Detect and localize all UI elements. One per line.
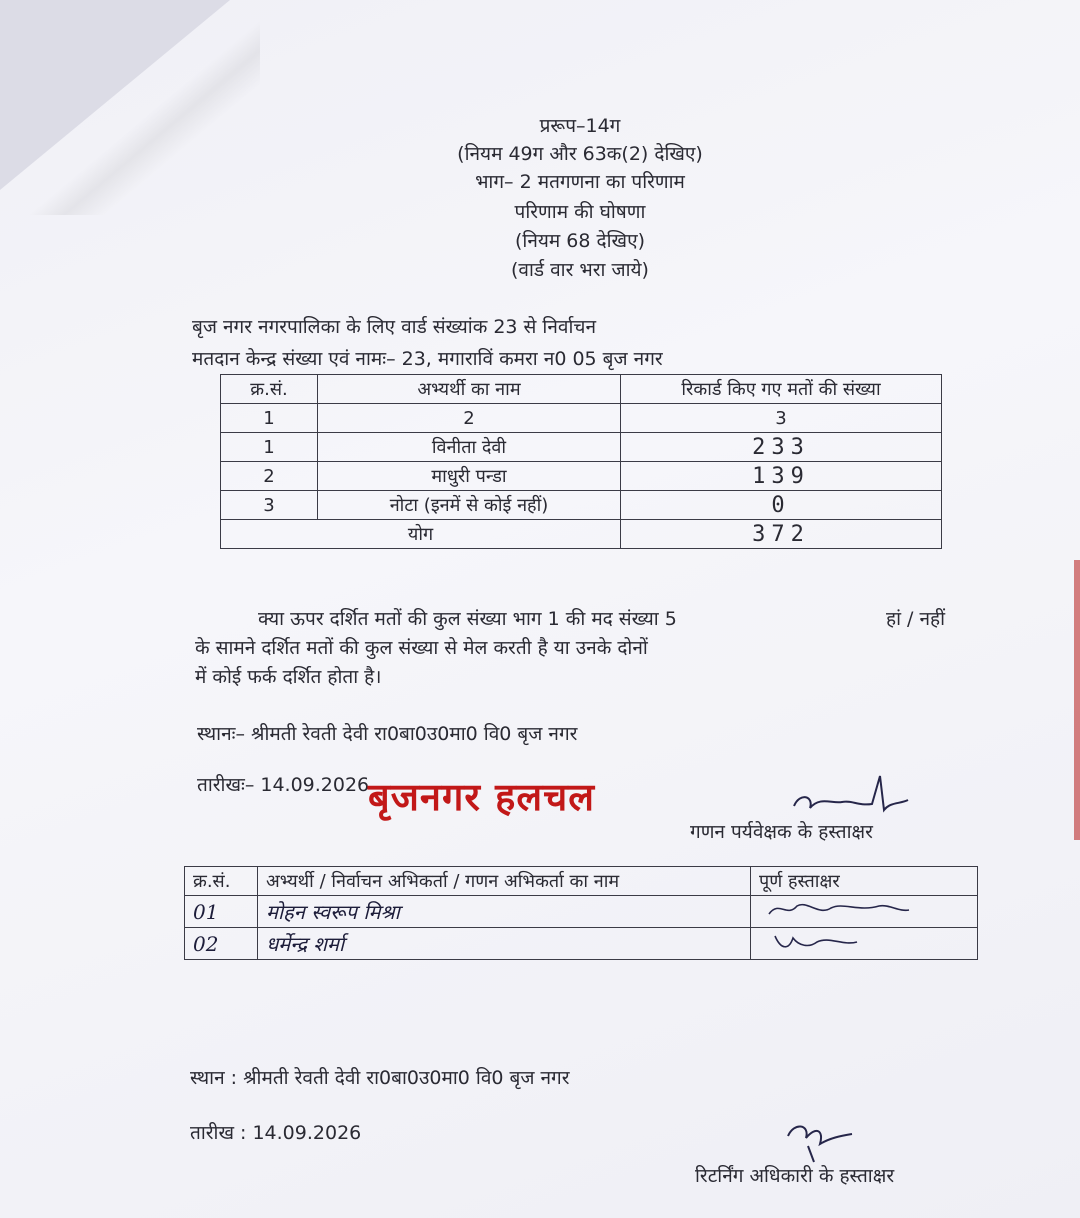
date-line-2: तारीख : 14.09.2026 — [190, 1122, 362, 1144]
row-sn: 1 — [221, 433, 318, 462]
vote-count: 139 — [621, 462, 942, 491]
question-line-1: क्या ऊपर दर्शित मतों की कुल संख्या भाग 1 की मद संख्या 5 — [258, 608, 677, 630]
election-line-1: बृज नगर नगरपालिका के लिए वार्ड संख्यांक 23 से निर्वाचन — [192, 316, 596, 338]
rule-reference: (नियम 49ग और 63क(2) देखिए) — [457, 143, 703, 165]
agents-header-sn: क्र.सं. — [185, 867, 258, 896]
row-sn: 3 — [221, 491, 318, 520]
agent-signature-cell — [751, 896, 978, 928]
vote-count: 233 — [621, 433, 942, 462]
results-table — [220, 374, 942, 549]
question-line-3: में कोई फर्क दर्शित होता है। — [195, 666, 382, 688]
header-candidate-name: अभ्यर्थी का नाम — [318, 375, 621, 404]
agents-header-name: अभ्यर्थी / निर्वाचन अभिकर्ता / गणन अभिकर्ता का नाम — [258, 867, 751, 896]
rule68-reference: (नियम 68 देखिए) — [515, 230, 645, 252]
watermark-stamp: बृजनगर हलचल — [368, 775, 595, 819]
agent-signature — [759, 928, 919, 954]
table-row — [185, 896, 978, 928]
table-row — [221, 462, 942, 491]
agent-name: मोहन स्वरूप मिश्रा — [258, 896, 751, 928]
header-votes: रिकार्ड किए गए मतों की संख्या — [621, 375, 942, 404]
agents-header-row — [185, 867, 978, 896]
agents-table — [184, 866, 978, 960]
index-cell: 3 — [621, 404, 942, 433]
ward-wise-note: (वार्ड वार भरा जाये) — [511, 259, 649, 281]
declaration-title: परिणाम की घोषणा — [514, 201, 646, 223]
results-index-row — [221, 404, 942, 433]
agent-name: धर्मेन्द्र शर्मा — [258, 928, 751, 960]
row-sn: 2 — [221, 462, 318, 491]
header-sn: क्र.सं. — [221, 375, 318, 404]
table-row — [221, 491, 942, 520]
agent-signature — [759, 896, 919, 922]
supervisor-sign-label: गणन पर्यवेक्षक के हस्ताक्षर — [690, 821, 873, 843]
yes-no-options: हां / नहीं — [886, 608, 946, 630]
total-votes: 372 — [621, 520, 942, 549]
candidate-name: नोटा (इनमें से कोई नहीं) — [318, 491, 621, 520]
agent-sn: 02 — [185, 928, 258, 960]
supervisor-signature — [780, 766, 920, 826]
agent-signature-cell — [751, 928, 978, 960]
candidate-name: माधुरी पन्डा — [318, 462, 621, 491]
total-row — [221, 520, 942, 549]
returning-officer-signature — [780, 1116, 860, 1166]
results-header-row — [221, 375, 942, 404]
form-number: प्ररूप–14ग — [539, 115, 621, 137]
question-line-2: के सामने दर्शित मतों की कुल संख्या से मेल करती है या उनके दोनों — [195, 637, 648, 659]
election-line-2: मतदान केन्द्र संख्या एवं नामः– 23, मगाराविं कमरा न0 05 बृज नगर — [192, 348, 663, 370]
red-edge-strip — [1074, 560, 1080, 840]
returning-officer-label: रिटर्निंग अधिकारी के हस्ताक्षर — [695, 1165, 895, 1187]
agents-header-signature: पूर्ण हस्ताक्षर — [751, 867, 978, 896]
table-row — [221, 433, 942, 462]
total-label: योग — [221, 520, 621, 549]
place-line-1: स्थानः– श्रीमती रेवती देवी रा0बा0उ0मा0 वि0 बृज नगर — [197, 723, 578, 745]
agent-sn: 01 — [185, 896, 258, 928]
table-row — [185, 928, 978, 960]
index-cell: 1 — [221, 404, 318, 433]
date-line-1: तारीखः– 14.09.2026 — [197, 774, 370, 796]
candidate-name: विनीता देवी — [318, 433, 621, 462]
place-line-2: स्थान : श्रीमती रेवती देवी रा0बा0उ0मा0 वि0 बृज नगर — [190, 1067, 570, 1089]
part-title: भाग– 2 मतगणना का परिणाम — [475, 171, 685, 193]
vote-count: 0 — [621, 491, 942, 520]
index-cell: 2 — [318, 404, 621, 433]
